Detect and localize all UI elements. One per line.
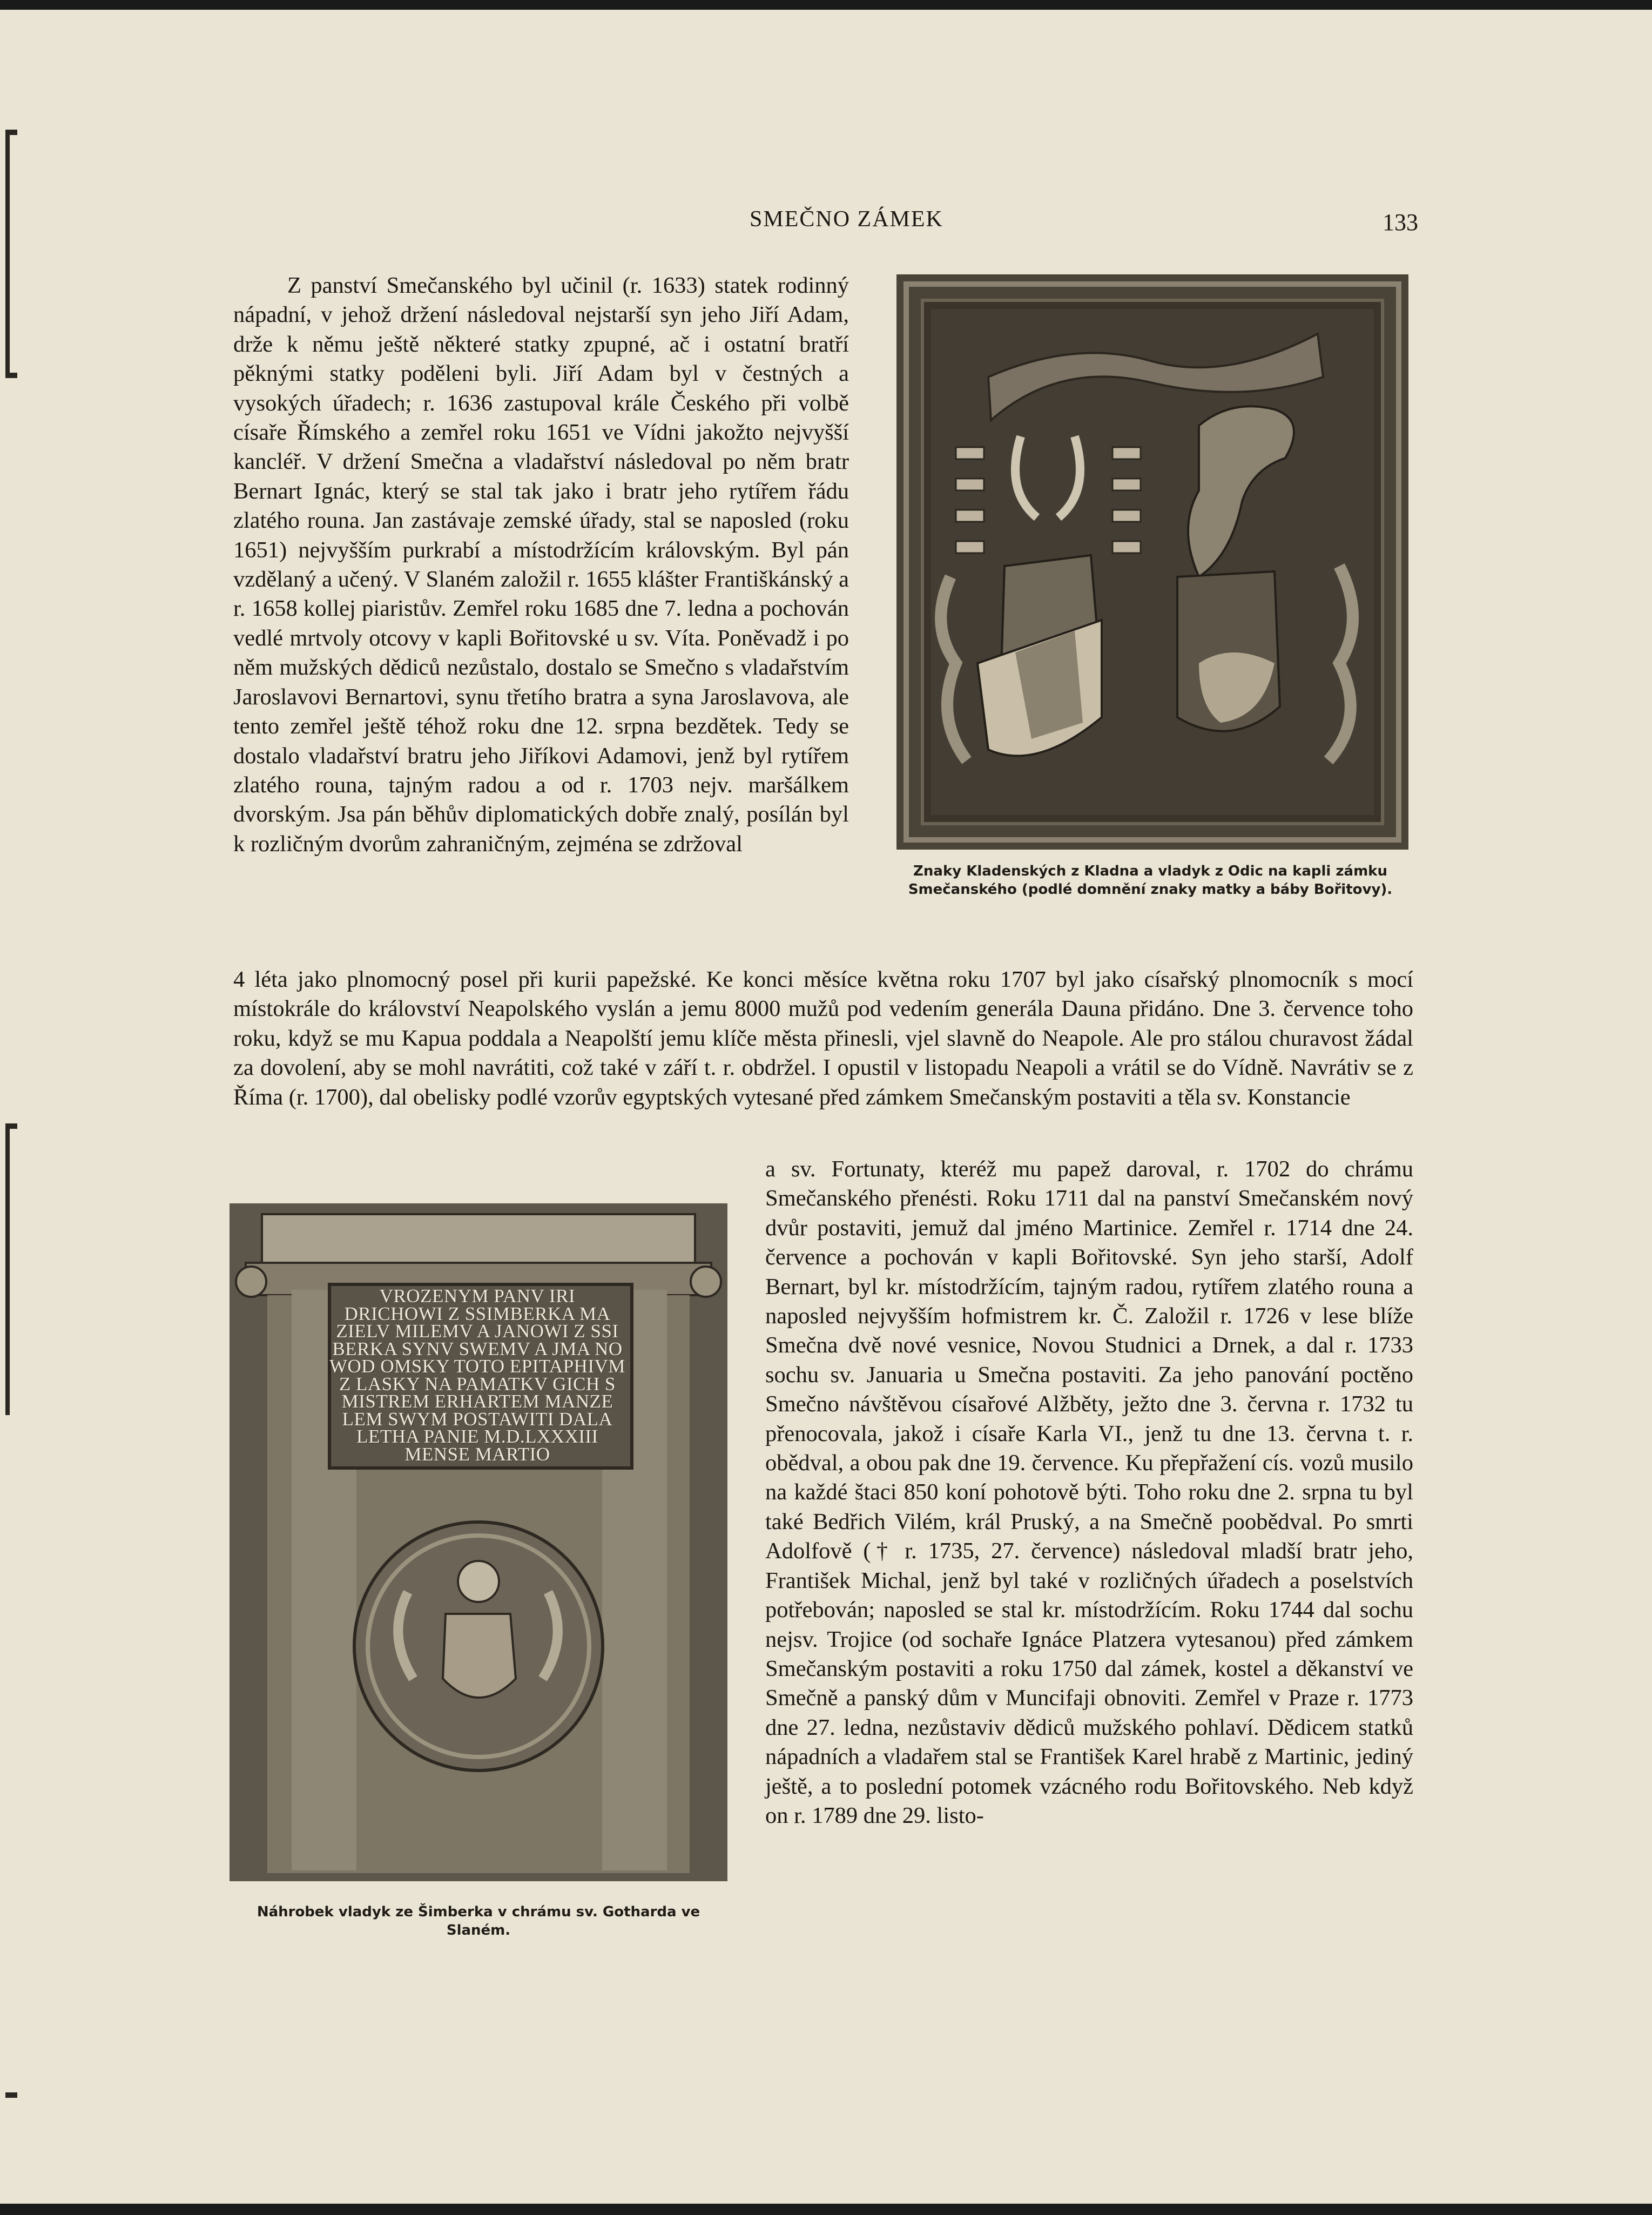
scan-edge-mark xyxy=(5,130,10,378)
scan-edge-tick xyxy=(5,2092,17,2098)
scan-edge-tick xyxy=(5,373,17,378)
paragraph: a sv. Fortunaty, kteréž mu papež daroval, r. 1702 do chrámu Smečanského přenésti. Roku 1711 dal na panství Smečanském nový dvůr postaviti, jemuž dal jméno Martinice. Zemřel r. 1714 dne 24. července a pochován v kapli Bořitovské. Syn jeho starší, Adolf Bernart, byl kr. místodržícím, tajným radou, rytířem zlatého rouna a naposled nejvyšším hofmistrem kr. Č. Založil r. 1726 v lese blíže Smečna dvě nové vesnice, Novou Studnici a Drnek, a dal r. 1733 sochu sv. Januaria u Smečna postaviti. Za jeho panování poctěno Smečno návštěvou císařové Alžběty, ježto dne 3. června r. 1732 tu přenocovala, jakož i císaře Karla VI., jenž tu dne 13. června t. r. obědval, a obou pak dne 19. července. Ku přepřažení cís. vozů musilo na každé štaci 850 koní pohotově býti. Toho roku dne 2. srpna tu byl také Bedřich Vilém, král Pruský, a na Smečně poobědval. Po smrti Adolfově († r. 1735, 27. července) následoval mladší bratr jeho, František Michal, jenž byl také v rozličných úřadech a poselstvích potřebován; naposled se stal kr. místodržícím. Roku 1744 dal sochu nejsv. Trojice (od sochaře Ignáce Platzera vytesanou) před zámkem Smečanským postaviti a roku 1750 dal zámek, kostel a děkanství ve Smečně a panský dům v Muncifaji obnoviti. Zemřel v Praze r. 1773 dne 27. ledna, nezůstaviv dědiců mužského pohlaví. Dědicem statků nápadních a vladařem stal se František Karel hrabě z Martinic, jediný ještě, a to poslední potomek vzácného rodu Bořitovského. Neb když on r. 1789 dne 29. listo- xyxy=(765,1156,1413,1828)
tombstone-figure xyxy=(230,1203,727,1881)
running-head: SMEČNO ZÁMEK xyxy=(750,207,943,232)
coat-of-arms-figure xyxy=(896,274,1408,850)
text-column-lower-right xyxy=(765,1155,1413,1830)
inscription-line: MISTREM ERHARTEM MANZE xyxy=(341,1391,613,1412)
text-full-width xyxy=(233,965,1413,1112)
coat-of-arms-plate xyxy=(896,274,1408,850)
inscription-line: MENSE MARTIO xyxy=(404,1443,550,1465)
inscription-line: DRICHOWI Z SSIMBERKA MA xyxy=(344,1303,611,1324)
scan-edge-tick xyxy=(5,1123,17,1129)
inscription-line: BERKA SYNV SWEMV A JMA NO xyxy=(332,1338,623,1359)
scan-edge-tick xyxy=(5,130,17,135)
paragraph: 4 léta jako plnomocný posel při kurii papežské. Ke konci měsíce května roku 1707 byl jako císařský plnomocník s mocí místokrále do království Neapolského vyslán a jemu 8000 mužů pod vedením generála Dauna přidáno. Dne 3. července toho roku, když se mu Kapua poddala a Neapolští jemu klíče města přinesli, vjel slavně do Neapole. Ale pro stálou churavost žádal za dovolení, aby se mohl navrátiti, což také v září t. r. obdržel. I opustil v listopadu Neapoli a vrátil se do Vídně. Navrátiv se z Říma (r. 1700), dal obelisky podlé vzorův egyptských vytesané před zámkem Smečanským postaviti a těla sv. Konstancie xyxy=(233,967,1413,1110)
inscription-line: VROZENYM PANV IRI xyxy=(379,1285,576,1307)
top-border xyxy=(0,0,1652,10)
tombstone-inscription xyxy=(329,1285,626,1465)
inscription-line: LETHA PANIE M.D.LXXXIII xyxy=(356,1426,598,1447)
inscription-line: WOD OMSKY TOTO EPITAPHIVM xyxy=(329,1356,626,1377)
scan-edge-mark xyxy=(5,1123,10,1415)
inscription-line: ZIELV MILEMV A JANOWI Z SSI xyxy=(336,1321,619,1342)
inscription-line: LEM SWYM POSTAWITI DALA xyxy=(342,1408,613,1430)
bottom-border xyxy=(0,2204,1652,2215)
page-number: 133 xyxy=(1383,209,1418,235)
figure-caption: Náhrobek vladyk ze Šimberka v chrámu sv. Gotharda ve Slaném. xyxy=(257,1904,700,1938)
text-column-upper-left xyxy=(233,271,849,859)
figure-caption: Znaky Kladenských z Kladna a vladyk z Odic na kapli zámku Smečanského (podlé domnění znaky matky a báby Bořitovy). xyxy=(908,863,1393,898)
paragraph: Z panství Smečanského byl učinil (r. 1633) statek rodinný nápadní, v jehož držení následoval nejstarší syn jeho Jiří Adam, drže k němu ještě některé statky zpupné, ač i ostatní bratří pěknými statky poděleni byli. Jiří Adam byl v čestných a vysokých úřadech; r. 1636 zastupoval krále Českého při volbě císaře Římského a zemřel roku 1651 ve Vídni jakožto nejvyšší kancléř. V držení Smečna a vladařství následoval po něm bratr Bernart Ignác, který se stal tak jako i bratr jeho rytířem řádu zlatého rouna. Jan zastávaje zemské úřady, stal se naposled (roku 1651) nejvyšším purkrabí a místodržícím královským. Byl pán vzdělaný a učený. V Slaném založil r. 1655 klášter Františkánský a r. 1658 kollej piaristův. Zemřel roku 1685 dne 7. ledna a pochován vedlé mrtvoly otcovy v kapli Bořitovské u sv. Víta. Poněvadž i po něm mužských dědiců nezůstalo, dostalo se Smečno s vladařstvím Jaroslavovi Bernartovi, synu třetího bratra a syna Jaroslavova, ale tento zemřel ještě téhož roku dne 12. srpna bezdětek. Tedy se dostalo vladařství bratru jeho Jiříkovi Adamovi, jenž byl rytířem zlatého rouna, tajným radou a od r. 1703 nejv. maršálkem dvorským. Jsa pán běhův diplomatických dobře znalý, posílán byl k rozličným dvorům zahraničným, zejména se zdržoval xyxy=(233,273,849,857)
inscription-line: Z LASKY NA PAMATKV GICH S xyxy=(339,1373,616,1395)
